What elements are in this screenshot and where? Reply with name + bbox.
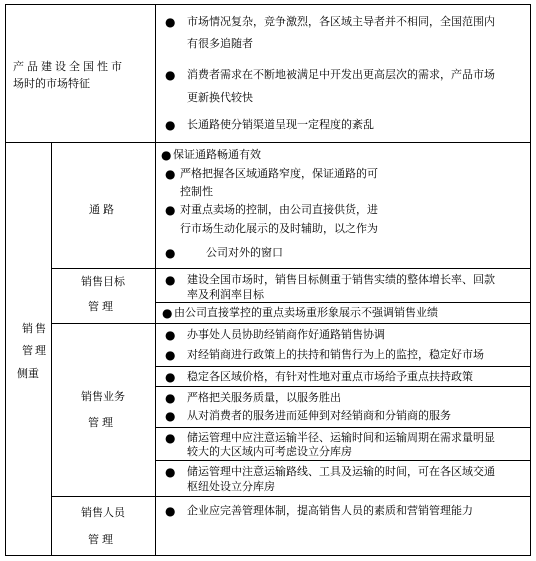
section-divider bbox=[5, 142, 531, 143]
section1-label-line2: 场时的市场特征 bbox=[13, 77, 90, 90]
section1-bullet3-line1: 长通路使分销渠道呈现一定程度的紊乱 bbox=[187, 118, 374, 131]
table-border-bottom bbox=[5, 555, 531, 556]
bullet-icon: ● bbox=[165, 391, 176, 405]
channel-item4-line1: 公司对外的窗口 bbox=[206, 246, 283, 259]
section1-bullet1-line2: 有很多追随者 bbox=[187, 37, 253, 50]
section2-label-char5: 侧重 bbox=[17, 367, 39, 380]
business-item5-line1: 从对消费者的服务进而延伸到对经销商和分销商的服务 bbox=[187, 409, 451, 422]
bullet-icon: ● bbox=[165, 465, 176, 479]
table-border-right bbox=[530, 4, 531, 556]
business-label-line2: 管理 bbox=[88, 416, 116, 429]
row-line-business-3 bbox=[155, 427, 531, 428]
bullet-icon: ● bbox=[165, 328, 176, 342]
target-item1-line1: 建设全国市场时，销售目标侧重于销售实绩的整体增长率、回款 bbox=[187, 273, 495, 286]
section1-bullet2-line2: 更新换代较快 bbox=[187, 91, 253, 104]
bullet-icon: ● bbox=[165, 409, 176, 423]
business-item2-line1: 对经销商进行政策上的扶持和销售行为上的监控，稳定好市场 bbox=[187, 348, 484, 361]
bullet-icon: ● bbox=[165, 348, 176, 362]
row-line-business-1 bbox=[155, 366, 531, 367]
channel-item2-line1: 严格把握各区域通路窄度，保证通路的可 bbox=[180, 167, 378, 180]
personnel-item1-line1: 企业应完善管理体制，提高销售人员的素质和营销管理能力 bbox=[187, 504, 473, 517]
row-line-business bbox=[51, 496, 531, 497]
row-line-target bbox=[51, 323, 531, 324]
business-item4-line1: 严格把关服务质量，以服务胜出 bbox=[187, 391, 341, 404]
section1-label-line1: 产品建设全国性市 bbox=[13, 60, 125, 73]
channel-item1-line1: 保证通路畅通有效 bbox=[173, 148, 261, 161]
business-item6-line1: 储运管理中应注意运输半径、运输时间和运输周期在需求量明显 bbox=[187, 431, 495, 444]
bullet-icon: ● bbox=[165, 273, 176, 287]
personnel-label-line1: 销售人员 bbox=[81, 506, 125, 519]
bullet-icon: ● bbox=[165, 15, 176, 29]
bullet-icon: ● bbox=[165, 431, 176, 445]
section2-label-char2: 售 bbox=[35, 322, 46, 335]
section2-label-char1: 销 bbox=[22, 322, 33, 335]
business-item6-line2: 较大的大区域内可考虑设立分库房 bbox=[187, 445, 352, 458]
business-item3-line1: 稳定各区域价格，有针对性地对重点市场给予重点扶持政策 bbox=[187, 370, 473, 383]
bullet-icon: ● bbox=[165, 203, 176, 217]
content-column-line bbox=[155, 4, 156, 556]
personnel-label-line2: 管理 bbox=[88, 533, 116, 546]
bullet-icon: ● bbox=[165, 167, 176, 181]
business-item7-line2: 枢纽处设立分库房 bbox=[187, 480, 275, 493]
target-label-line2: 管理 bbox=[88, 300, 116, 313]
row-line-target-inner bbox=[155, 302, 531, 303]
target-item1-line2: 率及利润率目标 bbox=[187, 288, 264, 301]
bullet-icon: ● bbox=[165, 118, 176, 132]
table-border-top bbox=[5, 4, 531, 5]
table-border-left bbox=[5, 4, 6, 556]
bullet-icon: ● bbox=[161, 148, 172, 162]
channel-label: 通路 bbox=[89, 203, 117, 216]
bullet-icon: ● bbox=[165, 370, 176, 384]
channel-item2-line2: 控制性 bbox=[180, 185, 213, 198]
category-column-line bbox=[51, 142, 52, 556]
bullet-icon: ● bbox=[165, 68, 176, 82]
row-line-business-2 bbox=[155, 386, 531, 387]
bullet-icon: ● bbox=[162, 306, 173, 320]
bullet-icon: ● bbox=[165, 504, 176, 518]
row-line-business-4 bbox=[155, 460, 531, 461]
section2-label-char4: 理 bbox=[35, 344, 46, 357]
target-item2-line1: 由公司直接掌控的重点卖场重形象展示不强调销售业绩 bbox=[174, 306, 438, 319]
channel-item3-line2: 行市场生动化展示的及时辅助，以之作为 bbox=[180, 222, 378, 235]
bullet-icon: ● bbox=[165, 246, 176, 260]
section2-label-char3: 管 bbox=[22, 344, 33, 357]
target-label-line1: 销售目标 bbox=[81, 275, 125, 288]
business-item1-line1: 办事处人员协助经销商作好通路销售协调 bbox=[187, 328, 385, 341]
section1-bullet1-line1: 市场情况复杂，竞争激烈，各区域主导者并不相同，全国范围内 bbox=[187, 15, 495, 28]
section1-bullet2-line1: 消费者需求在不断地被满足中开发出更高层次的需求，产品市场 bbox=[187, 68, 495, 81]
business-label-line1: 销售业务 bbox=[81, 390, 125, 403]
business-item7-line1: 储运管理中注意运输路线、工具及运输的时间，可在各区域交通 bbox=[187, 465, 495, 478]
channel-item3-line1: 对重点卖场的控制，由公司直接供货，进 bbox=[180, 203, 378, 216]
row-line-channel bbox=[51, 268, 531, 269]
